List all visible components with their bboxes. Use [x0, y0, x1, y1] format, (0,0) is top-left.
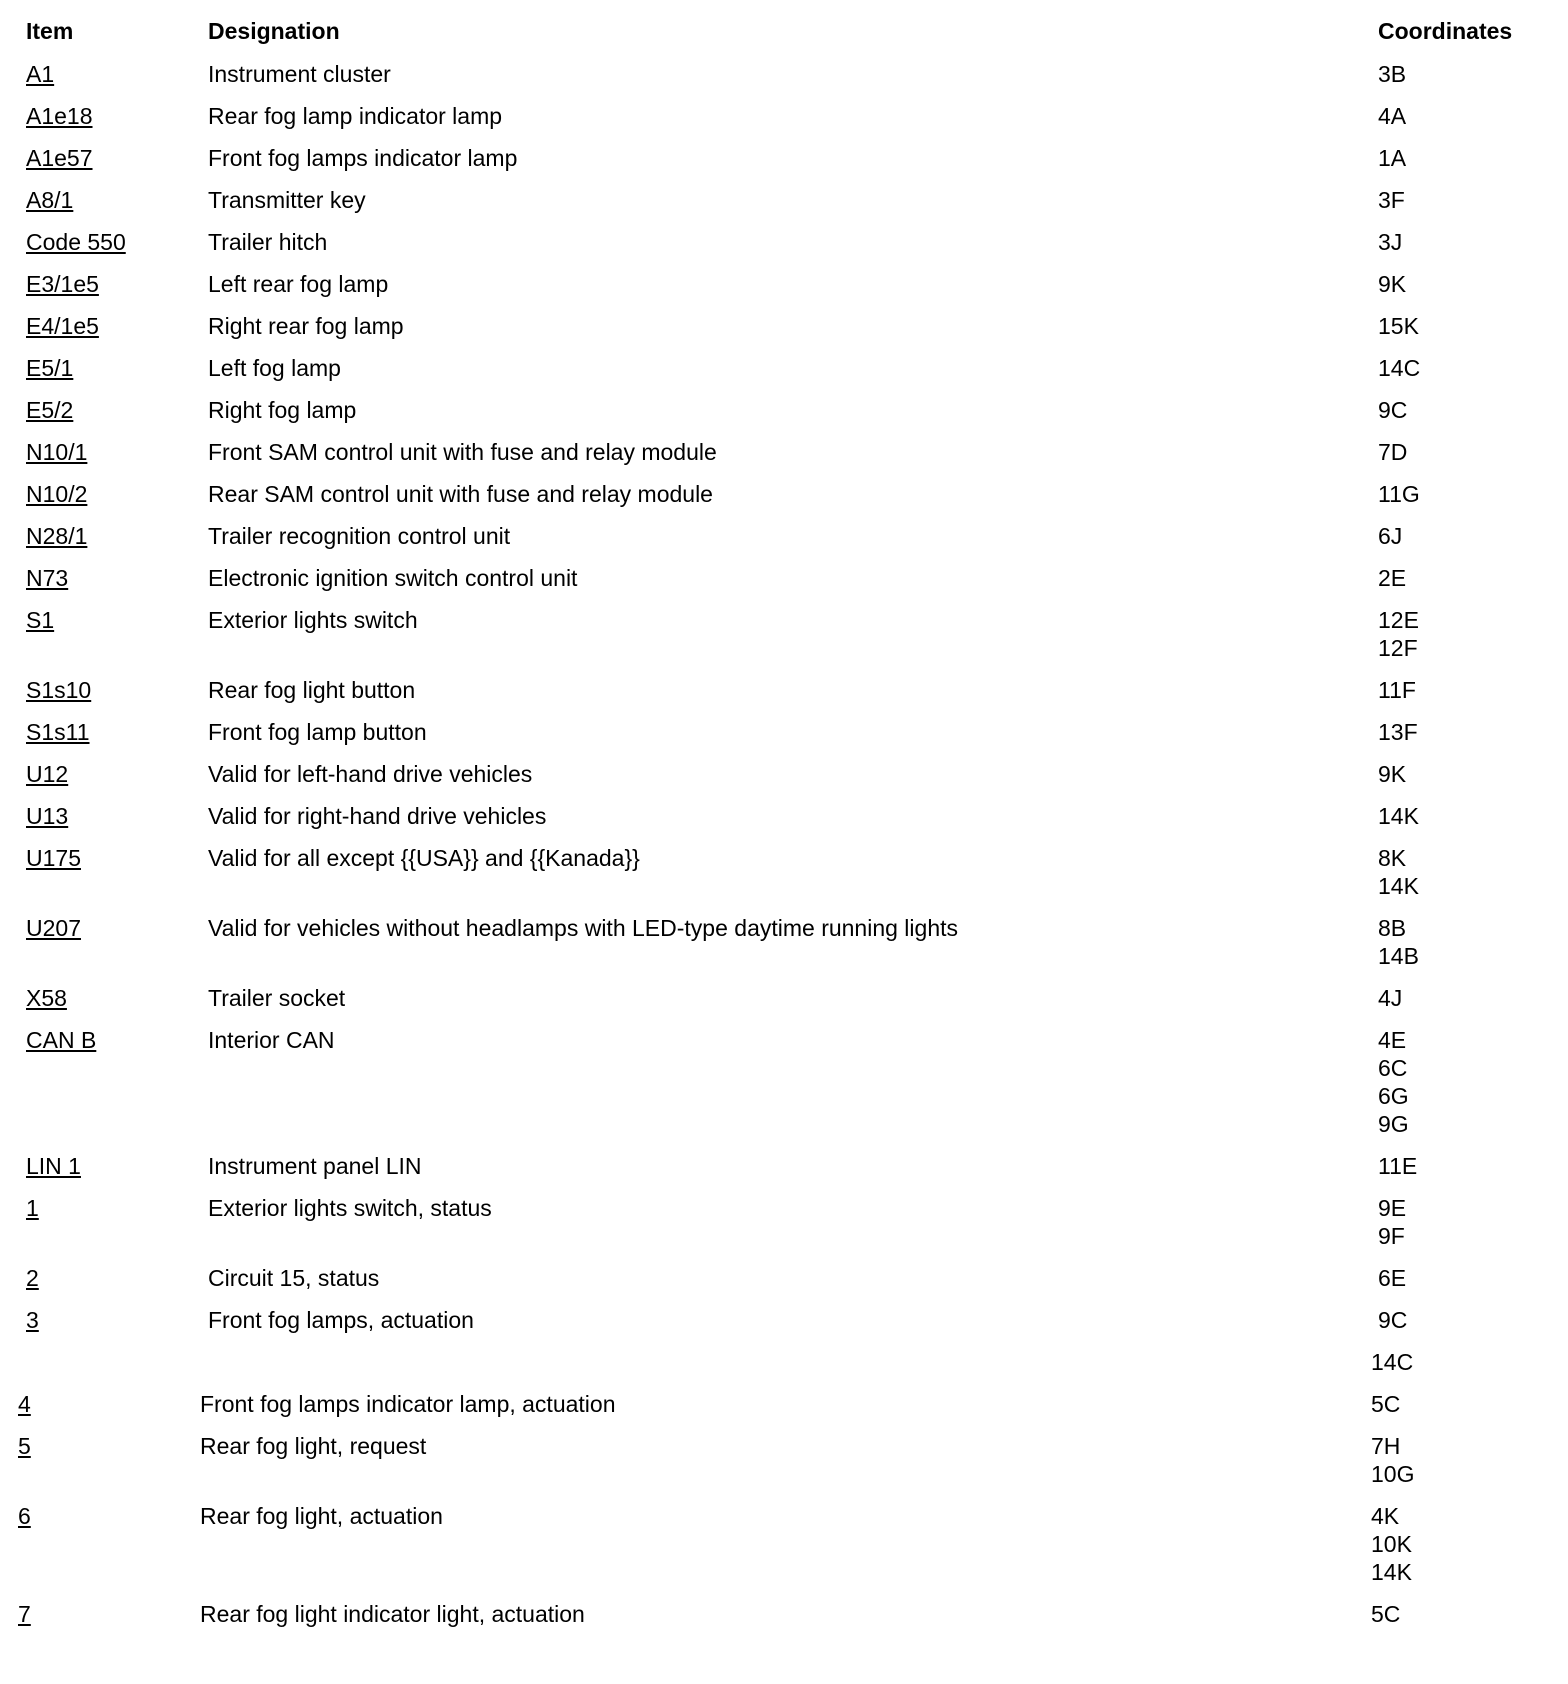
- coordinate-value: 11E: [1378, 1153, 1418, 1179]
- item-link[interactable]: N10/2: [26, 481, 88, 507]
- designation-text: Rear fog light, actuation: [200, 1503, 443, 1529]
- coordinates-cell: [1378, 396, 1407, 424]
- coordinates-cell: [1378, 984, 1402, 1012]
- coordinates-cell: [1378, 802, 1419, 830]
- coordinates-cell: [1378, 438, 1407, 466]
- coordinate-value: 9G: [1378, 1111, 1409, 1137]
- coordinate-value: 9C: [1378, 1307, 1408, 1333]
- designation-text: Front SAM control unit with fuse and relay module: [208, 439, 717, 465]
- designation-text: Rear fog light indicator light, actuation: [200, 1601, 585, 1627]
- coordinate-value: 9C: [1378, 397, 1408, 423]
- coordinate-value: 4K: [1371, 1503, 1400, 1529]
- item-link[interactable]: A1e18: [26, 103, 93, 129]
- item-link[interactable]: E5/1: [26, 355, 74, 381]
- item-link[interactable]: 4: [18, 1391, 31, 1417]
- designation-text: Instrument cluster: [208, 61, 391, 87]
- item-link[interactable]: U12: [26, 761, 69, 787]
- coordinate-value: 3B: [1378, 61, 1407, 87]
- designation-text: Front fog lamp button: [208, 719, 427, 745]
- coordinates-cell: [1378, 60, 1406, 88]
- header-item: Item: [26, 18, 74, 44]
- coordinate-value: 14K: [1371, 1559, 1412, 1585]
- coordinates-cell: [1371, 1390, 1400, 1418]
- designation-text: Exterior lights switch: [208, 607, 418, 633]
- designation-text: Front fog lamps, actuation: [208, 1307, 474, 1333]
- coordinates-cell: [1371, 1432, 1414, 1488]
- item-link[interactable]: 6: [18, 1503, 31, 1529]
- coordinate-value: 6J: [1378, 523, 1403, 549]
- coordinate-value: 4E: [1378, 1027, 1407, 1053]
- coordinates-cell: [1378, 564, 1406, 592]
- designation-text: Valid for vehicles without headlamps with LED-type daytime running lights: [208, 915, 959, 941]
- item-link[interactable]: U175: [26, 845, 81, 871]
- coordinate-value: 10G: [1371, 1461, 1415, 1487]
- coordinates-cell: [1378, 522, 1402, 550]
- coordinates-cell: [1378, 914, 1419, 970]
- coordinates-cell: [1378, 606, 1419, 662]
- coordinate-value: 14K: [1378, 873, 1419, 899]
- coordinates-cell: [1378, 844, 1419, 900]
- coordinate-value: 9K: [1378, 271, 1407, 297]
- designation-text: Left rear fog lamp: [208, 271, 389, 297]
- item-link[interactable]: 2: [26, 1265, 39, 1291]
- designation-text: Front fog lamps indicator lamp, actuation: [200, 1391, 616, 1417]
- coordinates-cell: [1378, 760, 1406, 788]
- coordinate-value: 4A: [1378, 103, 1407, 129]
- designation-text: Circuit 15, status: [208, 1265, 380, 1291]
- designation-text: Trailer hitch: [208, 229, 328, 255]
- coordinate-value: 8B: [1378, 915, 1407, 941]
- coordinate-value: 11G: [1378, 481, 1420, 507]
- designation-text: Rear SAM control unit with fuse and relay module: [208, 481, 713, 507]
- designation-text: Rear fog lamp indicator lamp: [208, 103, 503, 129]
- item-link[interactable]: 1: [26, 1195, 39, 1221]
- coordinates-cell: [1378, 1306, 1407, 1334]
- coordinates-cell: [1378, 270, 1406, 298]
- item-link[interactable]: E4/1e5: [26, 313, 99, 339]
- item-link[interactable]: LIN 1: [26, 1153, 81, 1179]
- item-link[interactable]: 7: [18, 1601, 31, 1627]
- coordinate-value: 1A: [1378, 145, 1407, 171]
- designation-text: Valid for left-hand drive vehicles: [208, 761, 533, 787]
- coordinate-value: 12E: [1378, 607, 1419, 633]
- designation-text: Instrument panel LIN: [208, 1153, 422, 1179]
- item-link[interactable]: U13: [26, 803, 69, 829]
- item-link[interactable]: U207: [26, 915, 81, 941]
- coordinates-cell: [1378, 480, 1420, 508]
- coordinates-cell: [1371, 1348, 1413, 1376]
- designation-text: Trailer socket: [208, 985, 346, 1011]
- item-link[interactable]: E3/1e5: [26, 271, 99, 297]
- coordinates-cell: [1378, 1264, 1406, 1292]
- coordinate-value: 3F: [1378, 187, 1405, 213]
- designation-text: Front fog lamps indicator lamp: [208, 145, 518, 171]
- designation-text: Interior CAN: [208, 1027, 335, 1053]
- item-link[interactable]: S1: [26, 607, 55, 633]
- designation-text: Rear fog light button: [208, 677, 416, 703]
- coordinates-cell: [1378, 718, 1418, 746]
- coordinate-value: 12F: [1378, 635, 1418, 661]
- coordinates-cell: [1378, 1194, 1406, 1250]
- item-link[interactable]: A8/1: [26, 187, 74, 213]
- designation-text: Right fog lamp: [208, 397, 357, 423]
- coordinate-value: 9E: [1378, 1195, 1407, 1221]
- coordinates-cell: [1378, 312, 1419, 340]
- item-link[interactable]: X58: [26, 985, 67, 1011]
- item-link[interactable]: N73: [26, 565, 69, 591]
- designation-text: Right rear fog lamp: [208, 313, 404, 339]
- designation-text: Valid for all except {{USA}} and {{Kanada}}: [208, 845, 640, 871]
- coordinates-cell: [1378, 1152, 1417, 1180]
- coordinate-value: 13F: [1378, 719, 1418, 745]
- item-link[interactable]: N28/1: [26, 523, 88, 549]
- coordinates-cell: [1378, 228, 1402, 256]
- item-link[interactable]: 3: [26, 1307, 39, 1333]
- coordinate-value: 9K: [1378, 761, 1407, 787]
- designation-text: Valid for right-hand drive vehicles: [208, 803, 547, 829]
- item-link[interactable]: S1s10: [26, 677, 92, 703]
- coordinate-value: 7H: [1371, 1433, 1401, 1459]
- header-coordinates: Coordinates: [1378, 18, 1513, 44]
- item-link[interactable]: CAN B: [26, 1027, 97, 1053]
- item-link[interactable]: E5/2: [26, 397, 74, 423]
- coordinate-value: 3J: [1378, 229, 1403, 255]
- coordinate-value: 7D: [1378, 439, 1408, 465]
- coordinate-value: 10K: [1371, 1531, 1412, 1557]
- designation-text: Trailer recognition control unit: [208, 523, 511, 549]
- coordinate-value: 14C: [1371, 1349, 1414, 1375]
- coordinate-value: 15K: [1378, 313, 1419, 339]
- coordinate-value: 5C: [1371, 1601, 1401, 1627]
- coordinate-value: 2E: [1378, 565, 1407, 591]
- item-link[interactable]: N10/1: [26, 439, 88, 465]
- coordinates-cell: [1371, 1502, 1412, 1586]
- coordinate-value: 6G: [1378, 1083, 1409, 1109]
- coordinates-cell: [1378, 676, 1416, 704]
- coordinates-cell: [1371, 1600, 1400, 1628]
- coordinate-value: 9F: [1378, 1223, 1405, 1249]
- coordinates-cell: [1378, 1026, 1409, 1138]
- designation-text: Left fog lamp: [208, 355, 341, 381]
- coordinate-value: 14C: [1378, 355, 1421, 381]
- coordinate-value: 14B: [1378, 943, 1419, 969]
- coordinates-cell: [1378, 144, 1406, 172]
- coordinates-cell: [1378, 354, 1420, 382]
- item-link[interactable]: A1e57: [26, 145, 93, 171]
- coordinate-value: 11F: [1378, 677, 1416, 703]
- designation-text: Transmitter key: [208, 187, 366, 213]
- designation-text: Rear fog light, request: [200, 1433, 427, 1459]
- coordinate-value: 14K: [1378, 803, 1419, 829]
- item-link[interactable]: 5: [18, 1433, 31, 1459]
- designation-text: Exterior lights switch, status: [208, 1195, 492, 1221]
- coordinates-cell: [1378, 186, 1405, 214]
- coordinate-value: 5C: [1371, 1391, 1401, 1417]
- coordinate-value: 8K: [1378, 845, 1407, 871]
- item-link[interactable]: Code 550: [26, 229, 126, 255]
- item-link[interactable]: S1s11: [26, 719, 90, 745]
- designation-text: Electronic ignition switch control unit: [208, 565, 578, 591]
- header-designation: Designation: [208, 18, 340, 44]
- item-link[interactable]: A1: [26, 61, 55, 87]
- coordinate-value: 6C: [1378, 1055, 1408, 1081]
- coordinates-cell: [1378, 102, 1406, 130]
- coordinate-value: 4J: [1378, 985, 1403, 1011]
- coordinate-value: 6E: [1378, 1265, 1407, 1291]
